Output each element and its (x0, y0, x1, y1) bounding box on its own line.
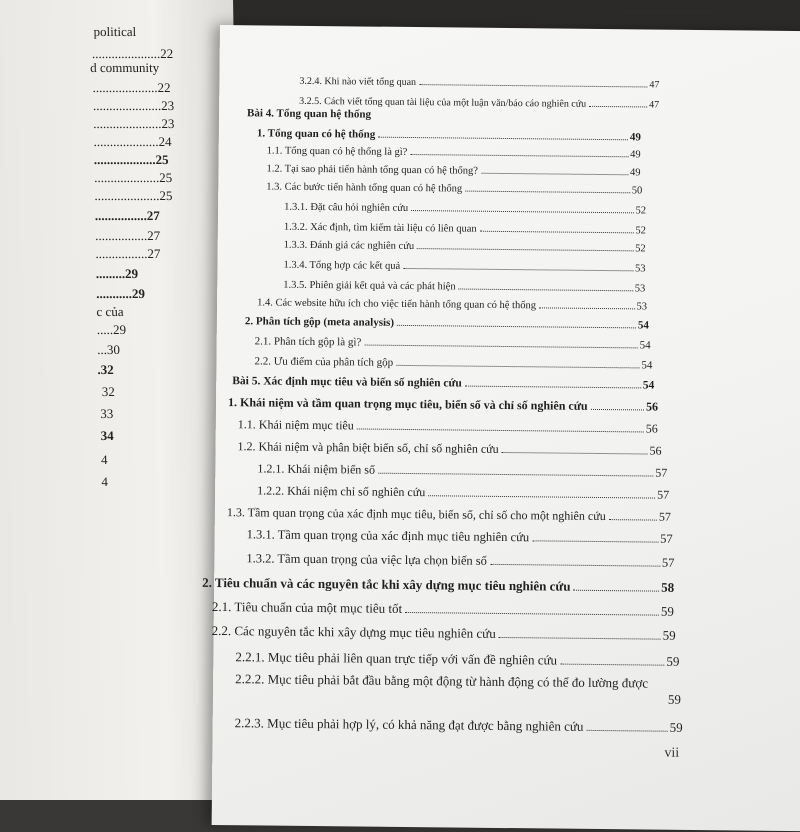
left-page (0, 0, 247, 800)
left-line: ....................25 (94, 188, 173, 203)
toc-entry-title: 1. Tổng quan có hệ thống (256, 127, 376, 141)
left-line: .....................23 (92, 98, 175, 113)
toc-entry (232, 375, 654, 391)
left-line: 4 (100, 452, 108, 467)
toc-entry-page: 57 (657, 487, 670, 502)
toc-entry-page: 59 (662, 627, 676, 643)
toc-entry-title: 2. Phân tích gộp (meta analysis) (244, 315, 395, 329)
toc-entry-title: 1.3.3. Đánh giá các nghiên cứu (283, 239, 415, 253)
left-line: ....................22 (92, 80, 171, 95)
toc-entry (202, 575, 674, 596)
toc-entry-page: 47 (649, 99, 660, 111)
left-line: ................27 (95, 246, 161, 261)
toc-entry-title: 3.2.4. Khi nào viết tổng quan (299, 75, 417, 89)
toc-entry-page: 57 (655, 465, 668, 480)
toc-entry (284, 240, 646, 255)
toc-entry-title: 2.1. Tiêu chuẩn của một mục tiêu tốt (211, 598, 403, 616)
toc-entry (212, 623, 676, 644)
toc-entry-title: 1.3. Tầm quan trọng của xác định mục tiêu, biến số, chỉ số cho một nghiên cứu (226, 505, 606, 524)
toc-entry (254, 355, 652, 371)
toc-entry-page: 53 (634, 283, 646, 295)
toc-entry (212, 599, 674, 620)
toc-entry-title: 1.2.1. Khái niệm biến số (257, 461, 376, 477)
toc-entry-page: 56 (645, 421, 658, 436)
toc-entry-page: 58 (661, 579, 675, 595)
toc-entry-page: 56 (645, 399, 659, 414)
toc-entry (247, 107, 397, 121)
toc-entry-page: 49 (629, 131, 641, 144)
toc-entry-title: 2.2. Ưu điểm của phân tích gộp (254, 355, 394, 369)
toc-entry-title: 2.2. Các nguyên tắc khi xây dựng mục tiêu nghiên cứu (211, 622, 496, 641)
table-of-contents (202, 25, 800, 832)
toc-entry-title: 1.4. Các website hữu ích cho việc tiến hành tổng quan có hệ thống (257, 297, 537, 312)
toc-entry (267, 145, 641, 160)
toc-entry (283, 280, 645, 295)
toc-entry-title: 2.2.2. Mục tiêu phải bắt đầu bằng một động từ hành động có thể đo lường được (235, 671, 649, 691)
toc-entry-page: 54 (641, 359, 653, 372)
toc-entry-title: 1. Khái niệm và tầm quan trọng mục tiêu, biến số và chỉ số nghiên cứu (227, 395, 588, 413)
toc-entry-title: 1.1. Tổng quan có hệ thống là gì? (266, 145, 408, 158)
left-line: ...30 (96, 342, 120, 357)
toc-entry-page: 54 (639, 339, 651, 352)
toc-entry (238, 439, 662, 458)
left-line: ................27 (94, 228, 161, 243)
toc-entry (257, 297, 647, 312)
toc-entry-title: 1.3.5. Phiên giải kết quả và các phát hiện (283, 279, 456, 293)
toc-entry (245, 315, 649, 331)
toc-entry-title: 1.3.2. Tầm quan trọng của việc lựa chọn biến số (246, 551, 487, 568)
left-line: c của (96, 304, 124, 319)
toc-entry-page: 52 (635, 243, 646, 255)
toc-entry-page: 49 (629, 167, 641, 179)
left-line: ....................24 (93, 134, 172, 149)
toc-entry (255, 335, 651, 351)
toc-entry-page: 59 (667, 691, 682, 707)
toc-entry-page: 56 (649, 443, 662, 458)
toc-entry (257, 127, 641, 143)
toc-entry-page: 57 (658, 509, 671, 524)
left-line: .32 (97, 362, 114, 377)
toc-entry-page: 54 (637, 319, 649, 332)
toc-entry (235, 671, 681, 708)
toc-entry (257, 461, 667, 480)
toc-entry-title: 2.2.3. Mục tiêu phải hợp lý, có khả năng đạt được bằng nghiên cứu (234, 715, 584, 734)
toc-entry-title: 1.3.1. Đặt câu hỏi nghiên cứu (284, 201, 409, 214)
left-line: 34 (100, 428, 114, 443)
right-page (202, 25, 800, 832)
toc-entry-title: 1.2. Tại sao phải tiến hành tổng quan có hệ thống? (266, 163, 479, 177)
toc-entry-title: 2.2.1. Mục tiêu phải liên quan trực tiếp với vấn đề nghiên cứu (235, 649, 558, 668)
toc-entry-title: 1.3.4. Tổng hợp các kết quả (283, 259, 401, 272)
left-line: 4 (101, 474, 109, 489)
toc-entry (235, 649, 679, 670)
toc-entry-page: 59 (666, 653, 680, 669)
toc-entry-page: 59 (660, 603, 674, 619)
toc-entry-page: 53 (634, 263, 646, 275)
toc-entry-page: 54 (642, 379, 655, 392)
toc-entry-page: 59 (669, 719, 683, 735)
left-line: ....................25 (93, 170, 173, 185)
toc-entry (284, 202, 646, 217)
toc-entry-page: 50 (631, 185, 643, 197)
toc-entry (283, 260, 645, 275)
toc-entry (227, 505, 671, 525)
left-line: 33 (100, 406, 114, 421)
toc-entry-title: Bài 4. Tổng quan hệ thống (247, 107, 372, 121)
toc-entry-title: 1.3.2. Xác định, tìm kiếm tài liệu có liên quan (283, 221, 477, 235)
left-line: .....29 (96, 322, 127, 337)
left-line: .........29 (95, 266, 139, 281)
toc-entry-title: 1.1. Khái niệm mục tiêu (237, 417, 354, 433)
toc-entry-title: 2. Tiêu chuẩn và các nguyên tắc khi xây dựng mục tiêu nghiên cứu (202, 574, 571, 594)
toc-entry-title: 3.2.5. Cách viết tổng quan tài liệu của một luận văn/báo cáo nghiên cứu (299, 95, 587, 110)
toc-entry (246, 551, 674, 570)
toc-entry-page: 47 (649, 79, 660, 91)
toc-entry-title: 1.3. Các bước tiến hành tổng quan có hệ thống (266, 181, 463, 195)
toc-entry (299, 76, 659, 91)
toc-entry (257, 483, 669, 502)
toc-entry-page: 52 (635, 205, 647, 217)
toc-entry (266, 181, 642, 196)
toc-entry (238, 417, 658, 436)
left-line: .....................23 (93, 116, 175, 131)
page-number: vii (664, 745, 680, 761)
toc-entry-title: 2.1. Phân tích gộp là gì? (254, 335, 362, 349)
toc-entry (235, 715, 683, 736)
toc-entry-title: 1.2. Khái niệm và phân biệt biến số, chỉ số nghiên cứu (237, 439, 499, 456)
left-line: d community (90, 60, 160, 75)
toc-entry (247, 527, 673, 546)
left-line: .....................22 (91, 46, 174, 61)
toc-entry-title: 1.2.2. Khái niệm chỉ số nghiên cứu (257, 483, 426, 500)
toc-entry-page: 49 (630, 149, 641, 161)
left-line: 32 (101, 384, 115, 399)
toc-entry-title: 1.3.1. Tầm quan trọng của xác định mục tiêu nghiên cứu (246, 527, 530, 545)
left-line: political (93, 24, 137, 39)
toc-entry-page: 57 (661, 555, 675, 570)
toc-entry (266, 163, 640, 178)
toc-entry (284, 222, 646, 237)
left-line: ................27 (94, 208, 160, 223)
toc-entry-page: 57 (660, 531, 673, 546)
toc-entry-page: 53 (636, 301, 648, 313)
left-line: ...........29 (96, 286, 146, 301)
left-line: ...................25 (93, 152, 169, 167)
toc-entry (228, 395, 658, 415)
toc-entry-title: Bài 5. Xác định mục tiêu và biến số nghiên cứu (232, 375, 462, 390)
toc-entry-page: 52 (635, 225, 646, 237)
